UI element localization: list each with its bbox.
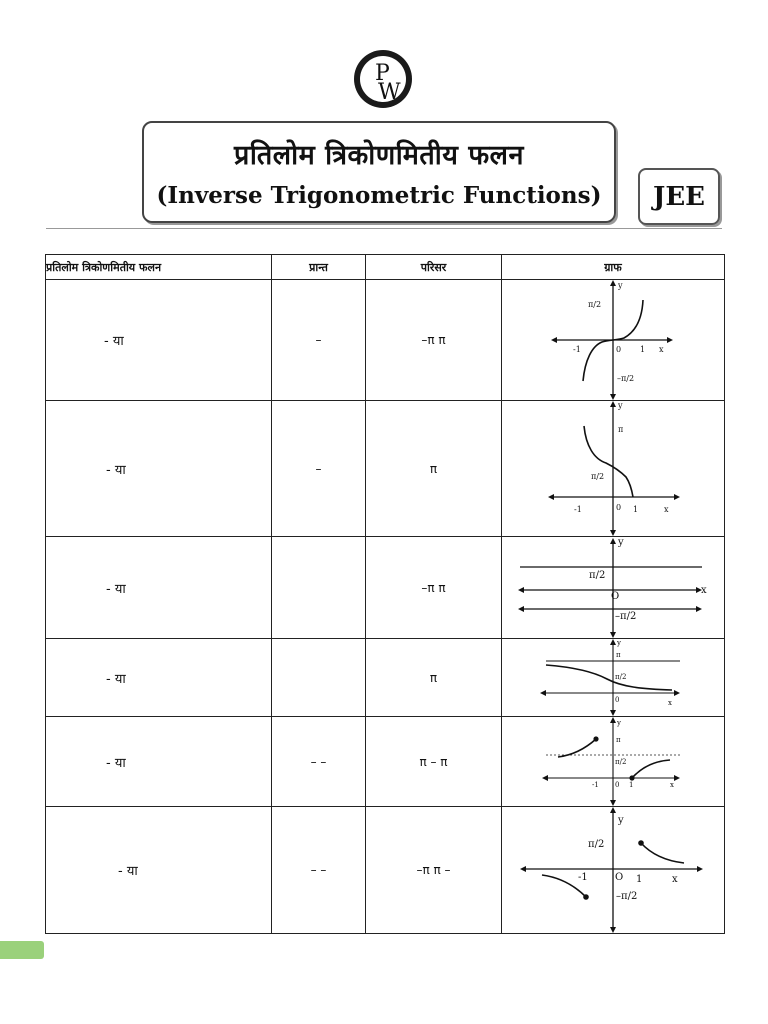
domain-cell: – – [272,717,366,807]
tick-label: 1 [633,505,639,514]
graph-arcsin [502,280,724,400]
pw-logo [353,48,413,110]
function-cell [46,537,272,639]
y-label: y [618,815,624,826]
tick-label: -1 [574,505,582,514]
domain-cell [272,537,366,639]
x-label: x [659,345,664,354]
tick-label: 1 [629,781,634,789]
tick-label: π/2 [591,472,605,481]
x-label: x [670,781,674,789]
logo-letter-p: P [375,61,390,86]
table-row [46,639,725,717]
y-label: y [617,719,621,727]
graph-cell [502,537,725,639]
y-label: y [618,401,623,410]
col-header-function: प्रतिलोम त्रिकोणमितीय फलन [46,255,272,280]
y-label: y [618,537,624,548]
tick-label: π [616,736,621,744]
function-cell [46,717,272,807]
graph-cell [502,280,725,401]
col-header-range: परिसर [366,255,502,280]
domain-cell [272,639,366,717]
tick-label: 1 [636,874,643,885]
graph-arcsec [502,717,724,806]
divider [46,228,722,229]
tick-label: -1 [578,872,588,883]
function-text: - या [106,755,126,771]
origin-label: O [615,872,624,883]
function-text: - या [104,334,124,349]
graph-arccot [502,639,724,716]
inverse-trig-table [45,254,725,934]
graph-cell [502,807,725,934]
range-cell: –π π – [366,807,502,934]
domain-cell: – [272,401,366,537]
function-cell [46,280,272,401]
function-cell [46,807,272,934]
x-label: x [664,505,669,514]
graph-cell [502,717,725,807]
exam-tag: JEE [638,168,720,225]
title-box [142,121,616,223]
range-cell: –π π [366,537,502,639]
tick-label: π/2 [615,673,627,681]
tick-label: 1 [640,345,646,354]
tick-label: π/2 [589,570,606,581]
col-header-domain: प्रान्त [272,255,366,280]
tick-label: -1 [573,345,581,354]
title-hindi: प्रतिलोम त्रिकोणमितीय फलन [234,140,524,171]
graph-cell [502,401,725,537]
table-row [46,717,725,807]
function-cell [46,639,272,717]
x-label: x [668,699,672,707]
graph-cell [502,639,725,717]
domain-cell: – [272,280,366,401]
graph-arccosec [502,807,724,933]
x-label: x [672,874,678,885]
tick-label: π/2 [615,758,627,766]
function-text: - या [106,581,126,597]
origin-label: 0 [615,696,620,704]
tick-label: π/2 [588,839,605,850]
graph-arctan [502,537,724,638]
function-text: - या [118,864,138,879]
tick-label: π/2 [588,300,602,309]
x-label: x [701,585,707,596]
table-row [46,280,725,401]
logo-letter-w: W [378,80,401,105]
tick-label: –π/2 [616,891,638,902]
tick-label: π [618,425,624,434]
graph-arccos [502,401,724,536]
range-cell: π [366,639,502,717]
tick-label: π [616,651,621,659]
function-cell [46,401,272,537]
tick-label: -1 [592,781,599,789]
origin-label: O [611,591,620,602]
tick-label: –π/2 [617,374,635,383]
range-cell: π – π [366,717,502,807]
table-row [46,807,725,934]
page-tab [0,941,44,959]
origin-label: 0 [616,345,622,354]
y-label: y [618,281,623,290]
y-label: y [617,639,621,647]
table-row [46,401,725,537]
tick-label: –π/2 [615,611,637,622]
range-cell: –π π [366,280,502,401]
origin-label: 0 [615,781,620,789]
function-text: - या [106,462,126,478]
title-english: (Inverse Trigonometric Functions) [156,182,602,209]
table-row [46,537,725,639]
table-header-row [46,255,725,280]
origin-label: 0 [616,503,622,512]
domain-cell: – – [272,807,366,934]
range-cell: π [366,401,502,537]
col-header-graph: ग्राफ [502,255,725,280]
function-text: - या [106,671,126,687]
